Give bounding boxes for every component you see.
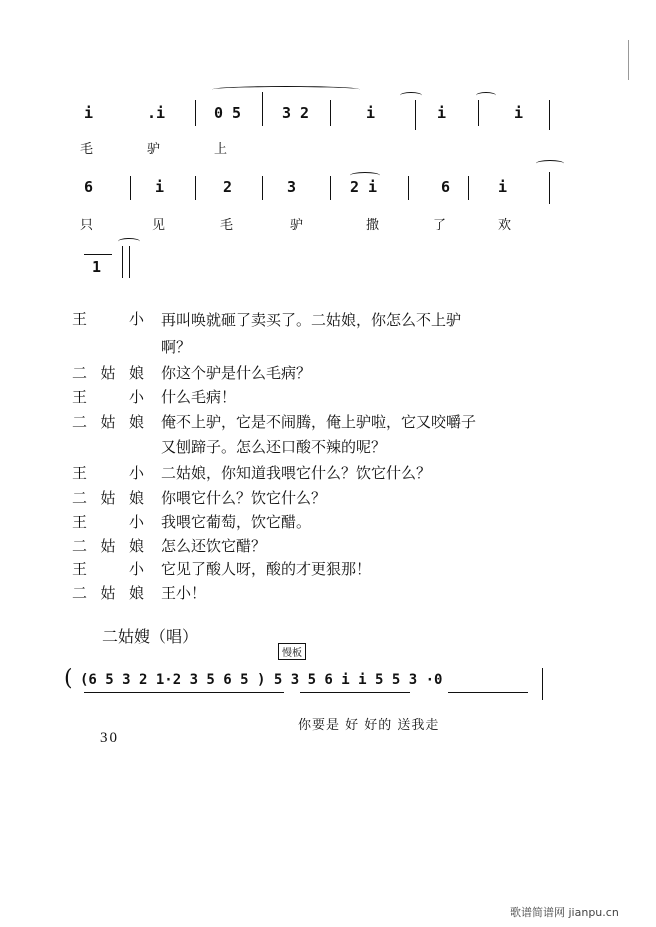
lyric: 毛 xyxy=(80,142,94,157)
beam-line xyxy=(448,692,528,693)
note: i xyxy=(366,104,376,122)
beam-line xyxy=(84,692,284,693)
note: .i xyxy=(147,104,166,122)
song-heading: 二姑嫂（唱） xyxy=(102,627,199,646)
slur xyxy=(118,238,140,245)
bar-line xyxy=(415,100,416,130)
bar-line xyxy=(195,100,196,126)
lyric: 驴 xyxy=(147,142,161,157)
note: i xyxy=(437,104,447,122)
speaker: 王 小 xyxy=(72,560,144,578)
speaker: 王 小 xyxy=(72,464,144,482)
note: 3 xyxy=(287,178,297,196)
dialogue-text: 二姑娘，你知道我喂它什么？饮它什么？ xyxy=(161,464,432,482)
tie-line xyxy=(84,254,112,255)
bar-line xyxy=(549,172,550,204)
dialogue-text: 你喂它什么？饮它什么？ xyxy=(161,489,327,507)
dialogue-text: 又刨蹄子。怎么还口酸不辣的呢？ xyxy=(161,438,387,456)
bar-line xyxy=(262,92,263,126)
note: 1 xyxy=(92,258,102,276)
note: 2 i xyxy=(350,178,378,196)
speaker: 二姑娘 xyxy=(72,364,144,382)
note: 0 5 xyxy=(214,104,242,122)
note: i xyxy=(84,104,94,122)
bar-line xyxy=(129,246,130,278)
bar-line xyxy=(549,100,550,130)
beam-line xyxy=(300,692,410,693)
dialogue-text: 它见了酸人呀，酸的才更狠那！ xyxy=(161,560,372,578)
speaker: 二姑娘 xyxy=(72,584,144,602)
scan-mark xyxy=(628,40,629,80)
dialogue-text: 我喂它葡萄，饮它醋。 xyxy=(161,513,312,531)
page-number: 30 xyxy=(100,730,119,746)
note: 6 xyxy=(441,178,451,196)
bar-line xyxy=(542,668,543,700)
lyric: 上 xyxy=(214,142,228,157)
dialogue-text: 俺不上驴，它是不闹腾，俺上驴啦，它又咬嚼子 xyxy=(161,413,477,431)
lyric: 了 xyxy=(433,218,447,233)
slur xyxy=(476,92,496,99)
note: i xyxy=(514,104,524,122)
lyric: 驴 xyxy=(290,218,304,233)
bar-line xyxy=(262,176,263,200)
note: 6 xyxy=(84,178,94,196)
tempo-mark: 慢板 xyxy=(278,643,306,660)
bar-line xyxy=(408,176,409,200)
note: 3 2 xyxy=(282,104,310,122)
note: i xyxy=(498,178,508,196)
speaker: 王 小 xyxy=(72,310,144,328)
speaker: 王 小 xyxy=(72,513,144,531)
note: 2 xyxy=(223,178,233,196)
dialogue-text: 啊？ xyxy=(161,338,192,356)
bar-line xyxy=(330,100,331,126)
slur xyxy=(212,86,360,93)
lyric: 撒 xyxy=(366,218,380,233)
dialogue-text: 王小！ xyxy=(161,584,207,602)
watermark: 歌谱简谱网 jianpu.cn xyxy=(510,906,619,919)
note-sequence: (6 5 3 2 1·2 3 5 6 5 ) 5 3 5 6 i i 5 5 3 ·0 xyxy=(80,672,443,688)
slur xyxy=(536,160,564,167)
lyric: 欢 xyxy=(498,218,512,233)
speaker: 二姑娘 xyxy=(72,537,144,555)
dialogue-text: 什么毛病！ xyxy=(161,388,237,406)
bar-line xyxy=(130,176,131,200)
bar-line xyxy=(122,246,123,278)
note: i xyxy=(155,178,165,196)
bar-line xyxy=(468,176,469,200)
dialogue-text: 再叫唤就砸了卖买了。二姑娘，你怎么不上驴 xyxy=(161,311,462,329)
bar-line xyxy=(478,100,479,126)
lyric-line-4: 你要是 好 好的 送我走 xyxy=(298,718,440,733)
speaker: 二姑娘 xyxy=(72,489,144,507)
bar-line xyxy=(330,176,331,200)
slur xyxy=(400,92,422,99)
dialogue-text: 你这个驴是什么毛病？ xyxy=(161,364,312,382)
lyric: 只 xyxy=(80,218,94,233)
open-paren: ( xyxy=(64,666,73,691)
speaker: 二姑娘 xyxy=(72,413,144,431)
dialogue-text: 怎么还饮它醋？ xyxy=(161,537,267,555)
bar-line xyxy=(195,176,196,200)
lyric: 见 xyxy=(152,218,166,233)
speaker: 王 小 xyxy=(72,388,144,406)
lyric: 毛 xyxy=(220,218,234,233)
